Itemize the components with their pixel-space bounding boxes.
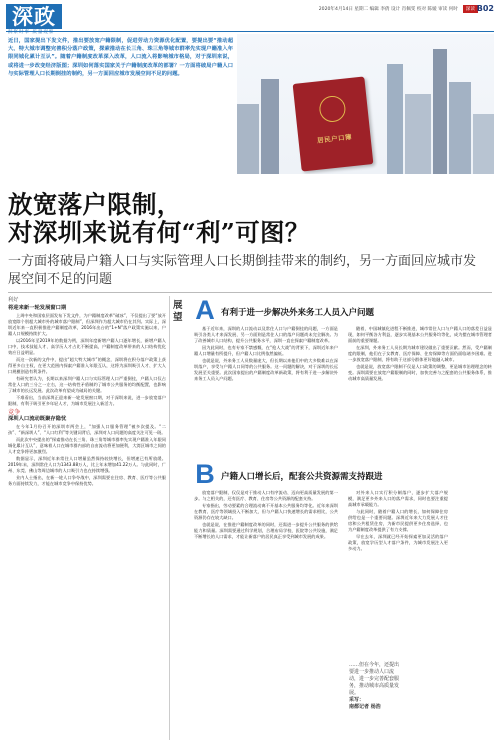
masthead: 深政 [6,4,62,29]
paragraph: 放宽落户限制，仅仅是对于推动人口有序流动、迈向更高质量发展的第一步。与之相关的，还有医疗、教育、住房等公共资源的配套支持。 [194,490,338,501]
emblem-icon [318,95,347,124]
booklet-label: 居民户口簿 [316,133,353,145]
paragraph: 在今年1月份召开的深圳市两会上，“加强人口服务管理”被多次提及。“二孩”、“新深圳人”、“人口红利”等关键词背后，深圳对人口问题的高度关注可见一斑。 [8,424,166,435]
hero-image [237,34,494,174]
paragraph: 随着，中国城镇化进程不断推进，城市常住人口与户籍人口的落差日益显现，如何平衡各方利益，逐步实现基本公共服务均等化，成为摆在城市管理者面前的重要课题。 [348,326,492,343]
paragraph: 而此次中央提出的“探索推动在长三角、珠三角等城市群率先实现户籍准入年限同城化累计互认”，意味着人口在城市群内部的自由流动将更加便利，大湾区城市之间的人才竞争将更加激烈。 [8,437,166,454]
page-header [6,4,494,35]
header-divider [6,31,494,32]
subheadline: 一方面将破局户籍人口与实际管理人口长期倒挂带来的制约，另一方面回应城市发展空间不足的问题 [8,254,477,287]
column-lead-title: 将迎来新一轮发展窗口期 [8,305,67,311]
paragraph: 基于近年来，深圳的人口流动以及常住人口与户籍倒挂的问题，一方面是吸引各类人才来深发展、另一方面则是常住人口的落户问题尚未完全解决。为了改善城市人口结构，提升公共服务水平，深圳一直在探索户籍制度改革。 [194,326,338,343]
headline-divider [8,292,492,293]
section-letter-b: B [195,459,215,489]
section-b-title: 户籍人口增长后，配套公共资源需支持跟进 [221,472,383,482]
paragraph: 而这一次新的文件中，提出“超大特大城市”的概念，深圳将在积分落户政策上获得更多自主权，在更大范围内探索户籍准入年限互认，这将为深圳吸引人才、扩大人口规模创造有利条件。 [8,357,166,374]
outlook-label: 展望 [173,300,183,323]
paragraph: 有研究者认为，长期以来深圳户籍人口与实际管理人口严重倒挂，户籍人口仅占常住人口的三分之一左右，这一结构性矛盾制约了城市公共服务的均衡配置，也影响了城市的长远发展。此次改革有望成为破局的关键。 [8,376,166,393]
paragraph: 数据显示，深圳近年来常住人口增量虽然保持较快增长，但增速已有所放缓。2019年末，深圳常住人口为1343.88万人，比上年末增加41.22万人。与此同时，广州、东莞、佛山等周边城市的人口吸引力也在持续增强。 [8,456,166,473]
paragraph: 不难看出，当前深圳正迎来新一轮发展窗口期，对于深圳来说，进一步放宽落户限制，有利于吸引更多年轻人才，为城市发展注入新活力。 [8,395,166,406]
column-divider [169,296,170,740]
section-kicker: 竞争 [8,409,21,416]
section-a-left-column [194,326,338,383]
residence-booklet [293,76,374,171]
paragraph: 早在去年，深圳就已经开始探索更加灵活的落户政策，放宽学历型人才落户条件，为城市发展注入更多动力。 [348,534,448,551]
headline-line-2: 对深圳来说有何“利”可图？ [8,218,310,247]
column-kicker: 利好 [8,297,19,303]
paragraph: 以2016年至2019年的数据为例，深圳年度新增户籍人口逐年增长，新增户籍人口中，技术技能人才、高学历人才占比不断提高，户籍制度改革带来的人口结构优化效应日益明显。 [8,338,166,355]
headline-line-1: 放宽落户限制， [8,190,182,219]
paragraph: 也就是说，在推进户籍制度改革的同时，还需进一步提升公共服务的供给能力和质量。深圳需要通过科学规划，合理布局学校、医院等公共设施，满足不断增长的人口需求，才能让新落户的居民真正享受到城市发展的成果。 [194,522,338,539]
reporter-name: 南都记者 杨浩 [349,704,381,710]
section-letter-a: A [195,295,215,325]
paragraph: 专家指出，劳动要素的合理流动离不开基本公共服务均等化。近年来深圳在教育、医疗等领域投入不断加大，但与户籍人口快速增长的需求相比，公共资源仍存在较大缺口。 [194,503,338,520]
paragraph: 也就是说，放宽落户限制不仅是人口政策的调整，更是城市治理理念的转变。深圳需要在放宽户籍限制的同时，加快完善与之配套的公共服务体系，推动城市高质量发展。 [348,364,492,381]
paragraph: 在深圳，外来务工人员长期为城市建设做出了重要贡献。然而，受户籍制度的限制，他们在子女教育、医疗保障、住房保障等方面仍面临诸多困难。进一步放宽落户限制，将有助于这部分群体更好地融入城市。 [348,345,492,362]
paragraph: 对外来人口实行积分制落户，逐步扩大落户规模，满足更多外来人口的落户需求，同时也要注重提高城市承载能力。 [348,490,448,507]
reporter-box [349,662,399,711]
section-b-right-column [348,490,448,553]
header-info: 2020年4月14日 星期二 编辑 李倩 设计 肖佩雯 校对 陈媛 审读 何时 [318,7,458,12]
paragraph: 业内人士指出，在新一轮人口争夺战中，深圳需要在住房、教育、医疗等公共服务方面持续发力，才能在城市竞争中保持优势。 [8,475,166,486]
sidebar-text: ……但在今年，还提出要进一步推动人口流动，进一步完善配套服务，推动城市高质量发展。 [349,662,400,696]
paragraph: 因为此同时，也有专家不禁感慨，在“抢人大战”的背景下，深圳近年来户籍人口增量有所提升，但户籍人口比例依然偏低。 [194,345,338,356]
page-number: B02 [476,4,494,13]
reporter-label: 采写： [349,697,365,703]
section-badge: 深读 [463,5,478,13]
intro-paragraph: 近日，国家提出下发文件，推出要放宽户籍限制，促进劳动力资源优化配置，要提出要“推动超大、特大城市调整完善积分落户政策，探索推动在长三角、珠三角等城市群率先实现户籍准入年限同城化累计互认”。随着户籍制度改革深入改革，人口流入将影响城市格局，对于深圳来说，或将进一步改变经济版图；深圳如何落实国家关于户籍制度改革的部署？一方面将破局户籍人口与实际管理人口长期倒挂的制约，另一方面回应城市发展空间不足的问题。 [8,38,233,77]
section-a-right-column [348,326,492,383]
paragraph: 与此同时，随着户籍人口的增长，如何保障住房供给也是一个重要问题。深圳近年来大力发展人才住房和公共租赁住房，为新市民提供更多住房选择，也为户籍制度改革提供了有力支撑。 [348,509,448,532]
section-subtitle: 深圳人口流动既聚存隐忧 [8,416,67,422]
paragraph: 也就是说，外来务工人员数量庞大，但长期以来他们中的大多数难以在深圳落户，享受与户籍人口同等的公共服务。这一问题的解决，对于深圳的长远发展至关重要。此次国家提出的户籍制度改革新政策，将有利于进一步解决外来务工人员入户问题。 [194,358,338,381]
section-a-title: 有利于进一步解决外来务工人员入户问题 [221,308,375,318]
paragraph: 上周中央和国家层面发布下发文件，为户籍制度改革“破冰”，不仅提出了要“放开放宽除个别超大城市外的城市落户限制”，但深圳作为超大城市仍在其列。实际上，深圳近年来一直积极推进户籍制度改革，2016年出台的“1+N”落户政策实施以来，户籍人口规模持续扩大。 [8,313,166,336]
section-b-left-column [194,490,338,541]
left-column [8,297,166,488]
masthead-sub: 洞察时事 质量观察 [8,30,55,35]
